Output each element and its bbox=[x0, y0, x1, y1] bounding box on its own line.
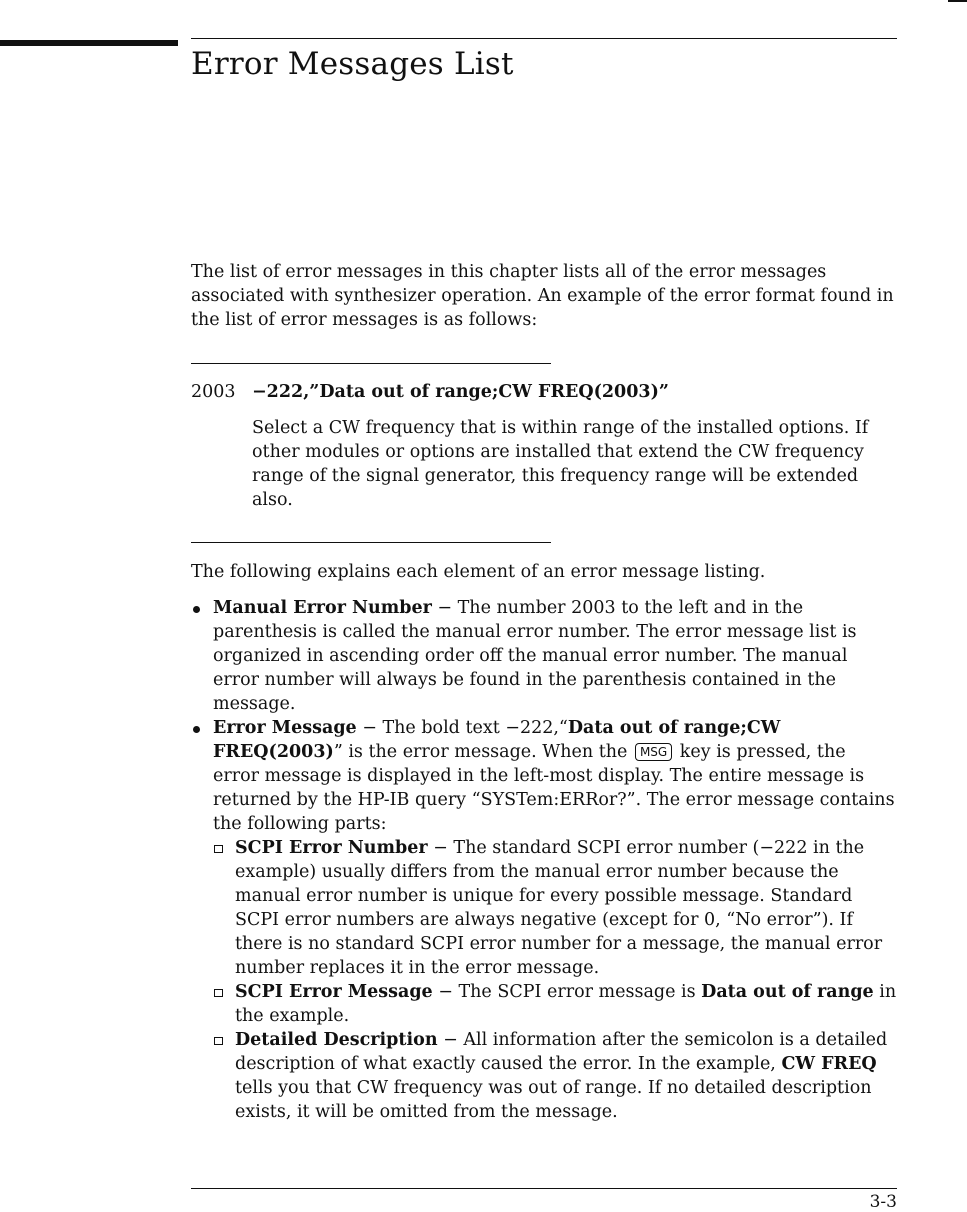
term-manual-error-number: Manual Error Number bbox=[213, 598, 432, 618]
square-bullet-icon bbox=[214, 989, 223, 997]
page-title: Error Messages List bbox=[191, 46, 514, 82]
example-manual-number: 2003 bbox=[191, 382, 236, 402]
error-message-text-b: ” is the error message. When the bbox=[333, 742, 633, 762]
scpi-error-message-bold: Data out of range bbox=[701, 982, 874, 1002]
example-top-rule bbox=[191, 363, 551, 364]
term-dash: − bbox=[432, 982, 459, 1002]
sublist-item-detailed-description bbox=[213, 1028, 897, 1124]
example-bottom-rule bbox=[191, 542, 551, 543]
term-scpi-error-number: SCPI Error Number bbox=[235, 838, 428, 858]
term-dash: − bbox=[431, 598, 458, 618]
header-rule bbox=[191, 38, 897, 39]
list-item-manual-error-number bbox=[191, 596, 897, 716]
scpi-error-number-text: The standard SCPI error number (−222 in the example) usually differs from the manual error number because the manual error number is unique for every possible message. Standard SCPI error numbers are always negative (except for 0, “No error”). If there is no standard SCPI error number for a message, the manual error number replaces it in the error message. bbox=[235, 838, 883, 978]
intro-paragraph: The list of error messages in this chapter lists all of the error messages associated with synthesizer operation. An example of the error format found in the list of error messages is as follows: bbox=[191, 262, 894, 330]
msg-key-icon: MSG bbox=[635, 743, 672, 761]
page-number: 3-3 bbox=[869, 1192, 897, 1212]
example-description: Select a CW frequency that is within range of the installed options. If other modules or options are installed that extend the CW frequency range of the signal generator, this frequency range will be extended also. bbox=[252, 418, 869, 510]
bullet-icon bbox=[193, 726, 200, 733]
error-message-bold-example: Data out of range;CW FREQ(2003) bbox=[213, 718, 781, 762]
detailed-description-bold: CW FREQ bbox=[781, 1054, 877, 1074]
scpi-error-message-text-a: The SCPI error message is bbox=[458, 982, 702, 1002]
element-list bbox=[191, 596, 897, 1124]
sublist-item-scpi-error-message bbox=[213, 980, 897, 1028]
manual-error-number-text: The number 2003 to the left and in the parenthesis is called the manual error number. The error message list is organized in ascending order off the manual error number. The manual error number will always be found in the parenthesis contained in the message. bbox=[213, 598, 857, 714]
corner-mark bbox=[948, 0, 967, 2]
square-bullet-icon bbox=[214, 1037, 223, 1045]
detailed-description-text-b: tells you that CW frequency was out of range. If no detailed description exists, it will be omitted from the message. bbox=[235, 1078, 872, 1122]
term-detailed-description: Detailed Description bbox=[235, 1030, 438, 1050]
example-error-heading: −222,”Data out of range;CW FREQ(2003)” bbox=[252, 382, 669, 402]
explain-intro: The following explains each element of an error message listing. bbox=[191, 562, 766, 582]
error-message-parts-list bbox=[213, 836, 897, 1124]
error-message-text-c: key is pressed, the error message is displayed in the left-most display. The entire message is returned by the HP-IB query “SYSTem:ERRor?”. The error message contains the following parts: bbox=[213, 742, 895, 834]
detailed-description-text-a: All information after the semicolon is a detailed description of what exactly caused the error. In the example, bbox=[235, 1030, 888, 1074]
scpi-error-message-text-b: in the example. bbox=[235, 982, 897, 1026]
term-dash: − bbox=[427, 838, 454, 858]
chapter-tab-bar bbox=[0, 40, 178, 46]
term-error-message: Error Message bbox=[213, 718, 357, 738]
sublist-item-scpi-error-number bbox=[213, 836, 897, 980]
footer-rule bbox=[191, 1188, 897, 1189]
bullet-icon bbox=[193, 606, 200, 613]
term-scpi-error-message: SCPI Error Message bbox=[235, 982, 433, 1002]
term-dash: − bbox=[437, 1030, 464, 1050]
term-dash: − bbox=[356, 718, 383, 738]
error-message-text-a: The bold text −222,“ bbox=[382, 718, 568, 738]
square-bullet-icon bbox=[214, 845, 223, 853]
list-item-error-message bbox=[191, 716, 897, 1124]
